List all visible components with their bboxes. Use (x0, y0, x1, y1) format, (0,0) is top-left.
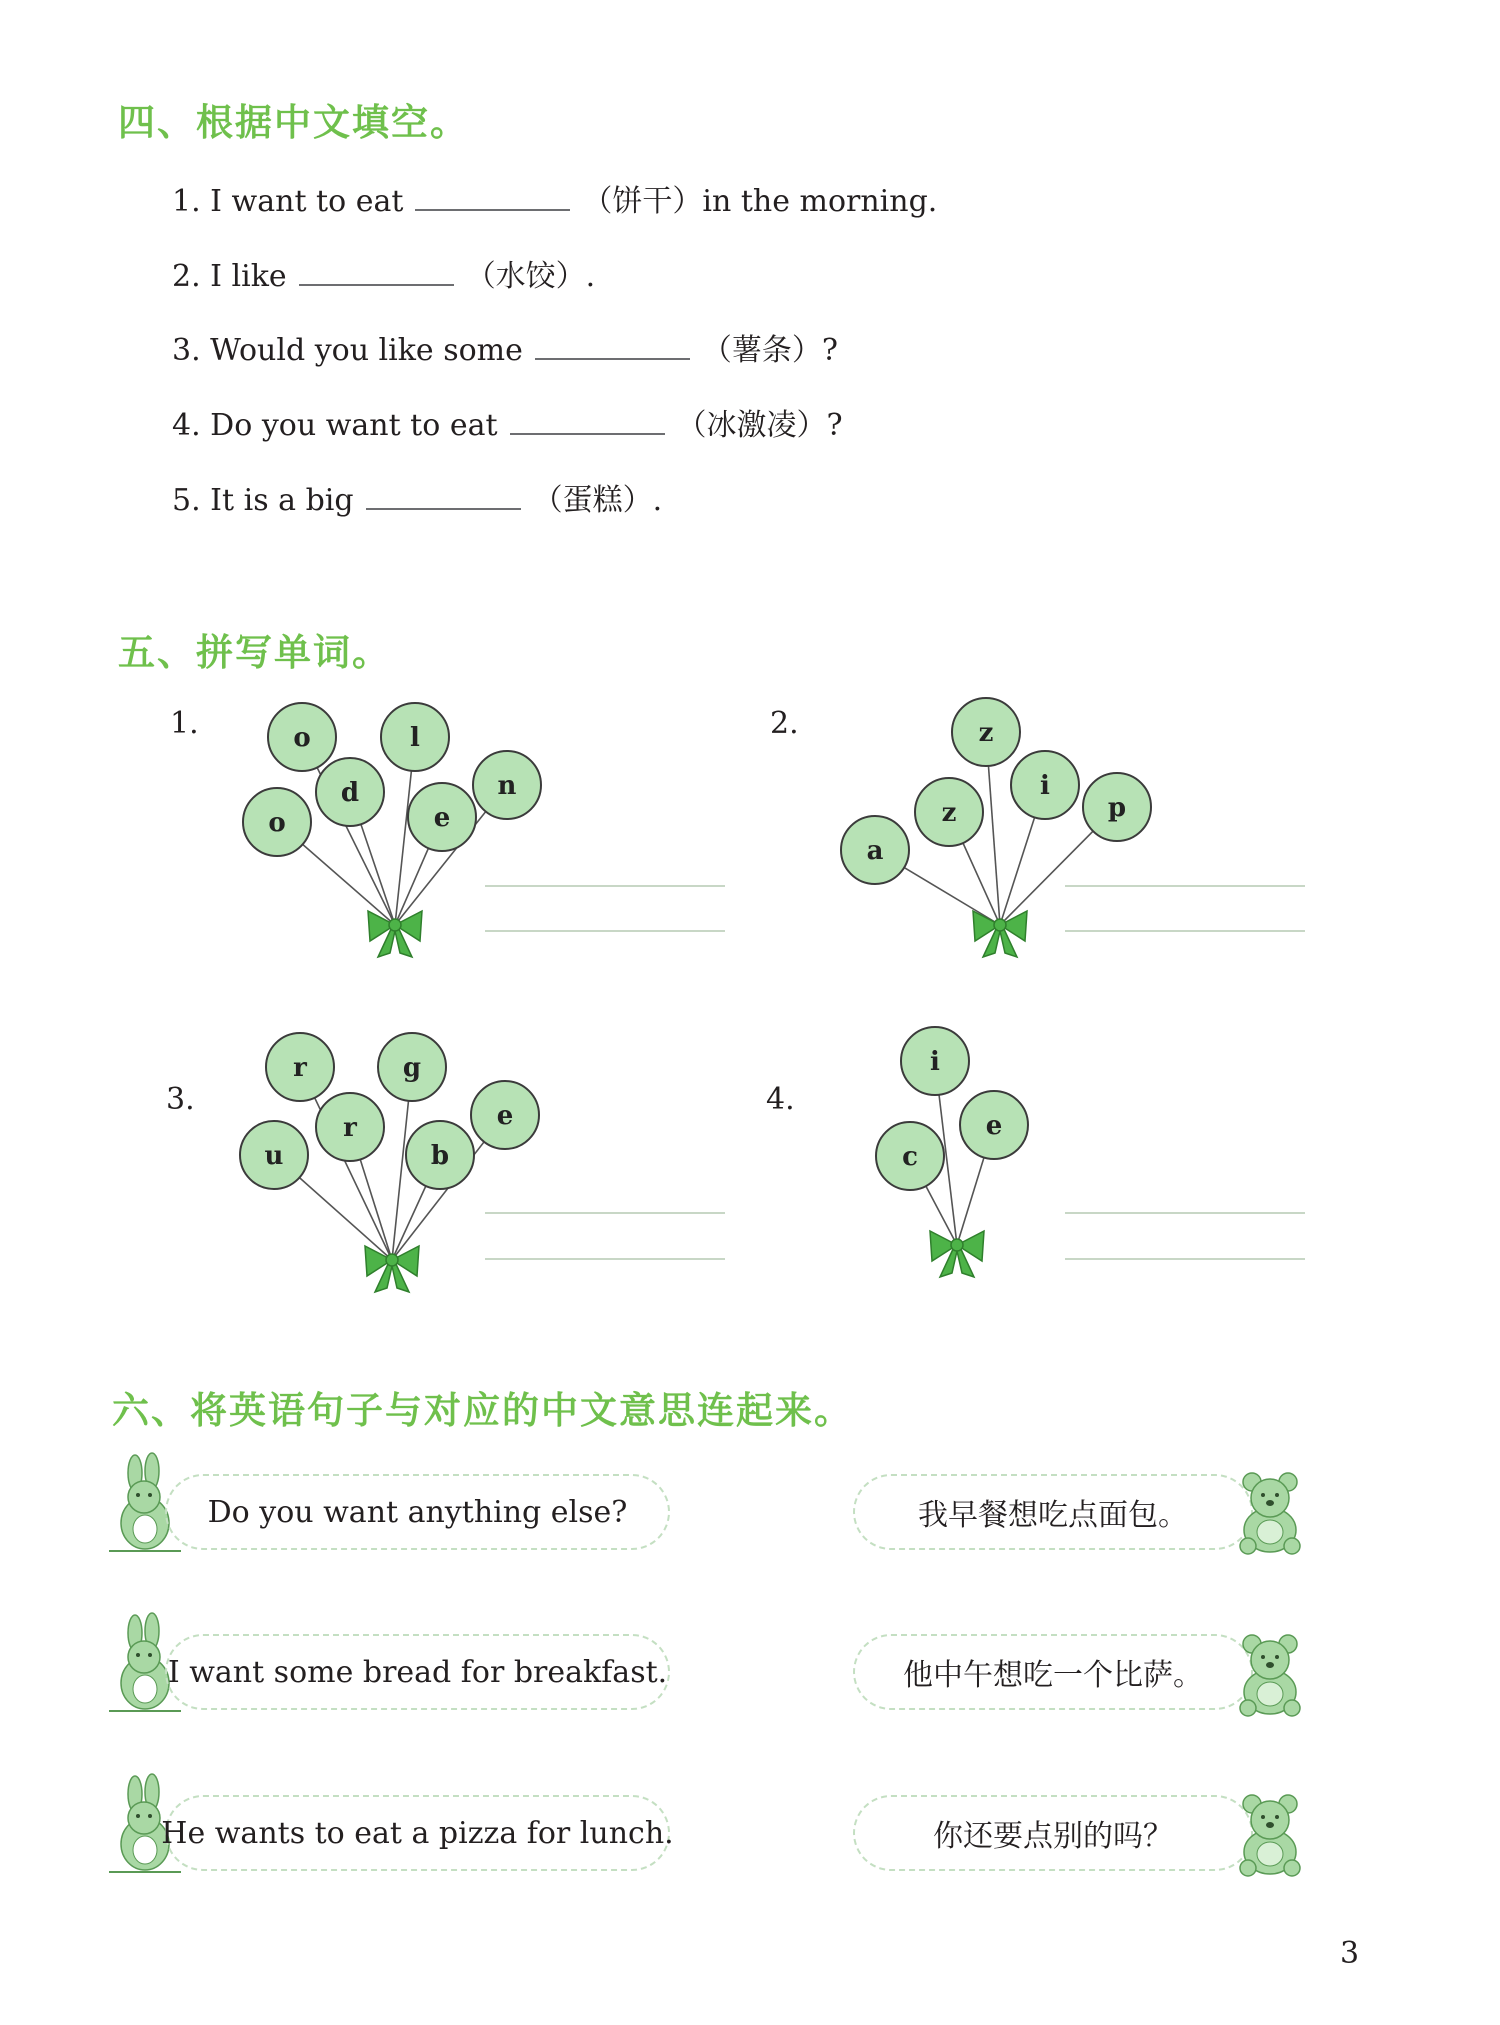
answer-blank-1[interactable] (415, 183, 570, 211)
bouquet-number-1: 1. (170, 706, 199, 741)
balloon-letter: e (985, 1111, 1003, 1141)
balloon-letter: e (496, 1101, 514, 1131)
balloon (952, 698, 1020, 766)
answer-line[interactable] (1065, 1212, 1305, 1214)
item-text-before: Do you want to eat (210, 408, 498, 443)
balloon (316, 758, 384, 826)
balloon (408, 783, 476, 851)
balloon-letter: d (340, 778, 360, 808)
english-sentence-1[interactable]: Do you want anything else? (165, 1474, 670, 1550)
fill-item-3 (172, 325, 838, 369)
answer-blank-3[interactable] (535, 332, 690, 360)
balloon-letter: r (293, 1053, 307, 1083)
item-number: 2. (172, 259, 201, 294)
answer-blank-4[interactable] (510, 407, 665, 435)
balloon (876, 1122, 944, 1190)
bear-icon (1230, 1630, 1310, 1718)
item-text-before: I like (210, 259, 287, 294)
section-5-title: 五、拼写单词。 (118, 631, 391, 674)
answer-blank-2[interactable] (299, 258, 454, 286)
answer-line[interactable] (485, 1258, 725, 1260)
balloon (1083, 773, 1151, 841)
balloon-letter: r (343, 1113, 357, 1143)
balloon (841, 816, 909, 884)
fill-item-4 (172, 400, 843, 444)
item-text-after: （蛋糕）. (532, 483, 663, 518)
answer-line[interactable] (1065, 930, 1305, 932)
item-number: 5. (172, 483, 201, 518)
balloon-letter: c (902, 1142, 918, 1172)
balloon-letter: n (497, 771, 517, 801)
item-number: 4. (172, 408, 201, 443)
answer-line[interactable] (485, 885, 725, 887)
english-sentence-2[interactable]: I want some bread for breakfast. (165, 1634, 670, 1710)
page-number: 3 (1340, 1936, 1360, 1971)
answer-blank-5[interactable] (366, 482, 521, 510)
bouquet-number-2: 2. (770, 706, 799, 741)
item-number: 1. (172, 184, 201, 219)
fill-item-2 (172, 251, 595, 295)
balloon (915, 778, 983, 846)
balloon-letter: g (402, 1053, 422, 1083)
balloon (381, 703, 449, 771)
balloon (268, 703, 336, 771)
balloon (406, 1121, 474, 1189)
chinese-sentence-1[interactable]: 我早餐想吃点面包。 (853, 1474, 1253, 1550)
balloon-letter: o (268, 808, 286, 838)
item-text-after: （饼干）in the morning. (582, 184, 938, 219)
item-text-after: （薯条）? (701, 333, 838, 368)
bow-icon (930, 1231, 984, 1277)
balloon-letter: i (930, 1047, 940, 1077)
balloon-letter: a (866, 836, 884, 866)
bouquet-number-4: 4. (766, 1082, 795, 1117)
balloon-letter: z (978, 718, 994, 748)
balloon (378, 1033, 446, 1101)
balloon-letter: p (1107, 793, 1127, 823)
bear-icon (1230, 1468, 1310, 1556)
balloon-letter: z (941, 798, 957, 828)
balloon-bouquet-2 (830, 685, 1160, 970)
balloon (243, 788, 311, 856)
item-text-before: Would you like some (210, 333, 523, 368)
item-text-after: （冰激凌）? (676, 408, 843, 443)
fill-item-5 (172, 475, 662, 519)
item-number: 3. (172, 333, 201, 368)
balloon-bouquet-1 (230, 685, 560, 970)
bear-icon (1230, 1790, 1310, 1878)
item-text-before: I want to eat (210, 184, 404, 219)
item-text-after: （水饺）. (465, 259, 596, 294)
balloon (901, 1027, 969, 1095)
balloon (240, 1121, 308, 1189)
answer-line[interactable] (485, 1212, 725, 1214)
section-6-title: 六、将英语句子与对应的中文意思连起来。 (112, 1389, 853, 1432)
item-text-before: It is a big (210, 483, 354, 518)
fill-item-1 (172, 176, 937, 220)
chinese-sentence-3[interactable]: 你还要点别的吗？ (853, 1795, 1253, 1871)
chinese-sentence-2[interactable]: 他中午想吃一个比萨。 (853, 1634, 1253, 1710)
balloon (316, 1093, 384, 1161)
english-sentence-3[interactable]: He wants to eat a pizza for lunch. (165, 1795, 670, 1871)
answer-line[interactable] (1065, 1258, 1305, 1260)
balloon-letter: e (433, 803, 451, 833)
bouquet-number-3: 3. (166, 1082, 195, 1117)
balloon (473, 751, 541, 819)
answer-line[interactable] (1065, 885, 1305, 887)
balloon (471, 1081, 539, 1149)
answer-line[interactable] (485, 930, 725, 932)
section-4-title: 四、根据中文填空。 (118, 101, 469, 144)
balloon-letter: o (293, 723, 311, 753)
balloon-letter: b (430, 1141, 450, 1171)
balloon (1011, 751, 1079, 819)
balloon-letter: i (1040, 771, 1050, 801)
balloon-letter: l (410, 723, 420, 753)
balloon (960, 1091, 1028, 1159)
balloon (266, 1033, 334, 1101)
balloon-letter: u (264, 1141, 284, 1171)
